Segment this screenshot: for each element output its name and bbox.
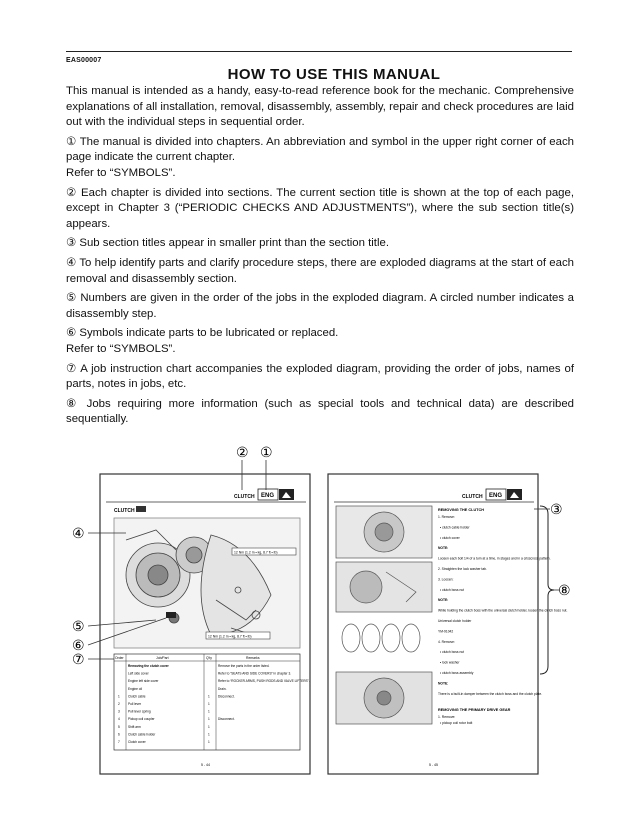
table-cell: Removing the clutch cover — [128, 664, 169, 668]
item-1-text: ① The manual is divided into chapters. An abbreviation and symbol in the upper right corner of each page indicate the current chapter. — [66, 135, 574, 164]
table-cell: Shift arm — [128, 724, 141, 729]
left-chapter-label: CLUTCH — [234, 494, 255, 500]
item-3: ③ Sub section titles appear in smaller print than the section title. — [66, 237, 389, 250]
right-step-line: 1. Remove: — [438, 515, 455, 519]
right-step-line: • clutch cable holder — [440, 525, 470, 530]
table-cell: 7 — [118, 740, 120, 744]
table-cell: Drain. — [218, 686, 227, 691]
table-head-remarks: Remarks — [246, 656, 260, 660]
table-cell: Pickup coil coupler — [128, 717, 155, 722]
engine-icon — [136, 506, 146, 512]
table-cell: 1 — [208, 709, 210, 714]
table-cell: Clutch cable — [128, 694, 146, 699]
table-cell: 1 — [208, 702, 210, 706]
right-step-line: • clutch boss nut — [440, 650, 465, 655]
callout-8: ⑧ — [558, 582, 571, 598]
replace-part-symbol — [166, 612, 176, 618]
item-5: ⑤ Numbers are given in the order of the jobs in the exploded diagram. A circled number indicates a disassembly step. — [66, 292, 574, 320]
right-step-line: 4. Remove: — [438, 639, 455, 644]
table-cell: Refer to “ROCKER ARMS, PUSH RODS AND VALVE LIFTERS”. — [218, 679, 310, 684]
table-cell: 1 — [208, 732, 210, 737]
header-rule — [66, 51, 572, 52]
callout-1: ① — [260, 444, 273, 460]
table-cell: 2 — [118, 702, 120, 706]
right-chapter-label: CLUTCH — [462, 494, 483, 500]
callout-6: ⑥ — [72, 637, 85, 653]
right-step-line: NOTE: — [438, 546, 449, 551]
right-step-line: YM-91042 — [438, 629, 454, 634]
steps-bracket — [540, 506, 554, 674]
table-cell: Remove the parts in the order listed. — [218, 664, 270, 668]
intro-paragraph: This manual is intended as a handy, easy-to-read reference book for the mechanic. Comprehensive explanations of all installation, removal, disassembly, assembly, repair and check procedures are laid out with the individual steps in sequential order. — [66, 85, 574, 129]
right-section-2-step1: 1. Remove: — [438, 715, 456, 719]
right-section-2-step2: • pickup coil rotor bolt — [440, 721, 473, 725]
table-cell: Pull lever spring — [128, 709, 151, 714]
callout-2: ② — [236, 444, 249, 460]
table-cell: Engine oil — [128, 686, 142, 691]
right-step-line: 2. Straighten the lock washer tab. — [438, 567, 487, 571]
right-step-line: • clutch cover — [440, 535, 460, 540]
item-1 — [66, 135, 574, 182]
right-step-line: 3. Loosen: — [438, 577, 454, 582]
example-pages-illustration — [66, 440, 574, 780]
item-4: ④ To help identify parts and clarify procedure steps, there are exploded diagrams at the start of each removal and disassembly section. — [66, 256, 574, 285]
table-cell: Clutch cable holder — [128, 732, 156, 737]
exploded-diagram — [114, 518, 300, 648]
callout-4: ④ — [72, 525, 85, 541]
item-6-text: ⑥ Symbols indicate parts to be lubricated or replaced. — [66, 327, 339, 340]
table-cell: Disconnect. — [218, 717, 235, 722]
table-cell: 1 — [208, 724, 210, 729]
right-step-line: • clutch boss nut — [440, 587, 465, 592]
table-cell: Clutch cover — [128, 740, 146, 744]
right-step-line: NOTE: — [438, 598, 449, 603]
left-eng-badge: ENG — [261, 493, 275, 499]
table-head-job: Job/Part — [156, 656, 169, 660]
item-2: ② Each chapter is divided into sections. The current section title is shown at the top of each page, except in Chapter 3 (“PERIODIC CHECKS AND ADJUSTMENTS”), where the sub section title(s) appears. — [66, 186, 574, 230]
callout-3: ③ — [550, 501, 563, 517]
section-code: EAS00007 — [66, 57, 102, 64]
table-cell: 6 — [118, 732, 120, 737]
right-step-line: While holding the clutch boss with the universal clutch holder, loosen the clutch boss nut. — [438, 608, 568, 613]
table-head-order: Order — [115, 656, 124, 660]
table-cell: Disconnect. — [218, 694, 235, 699]
torque-spec-1: 12 Nm (1.2 m • kg, 8.7 ft • lb) — [234, 550, 278, 555]
right-step-line: • lock washer — [440, 660, 460, 665]
table-cell: 4 — [118, 717, 120, 722]
table-cell: Refer to “SEATS AND SIDE COVERS” in chapter 3. — [218, 671, 292, 676]
callout-5: ⑤ — [72, 618, 85, 634]
table-cell: 5 — [118, 724, 120, 729]
right-step-line: • clutch boss assembly — [440, 671, 474, 675]
left-example-page — [100, 474, 310, 774]
item-7: ⑦ A job instruction chart accompanies the exploded diagram, providing the order of jobs, names of parts, notes in jobs, etc. — [66, 362, 574, 391]
table-cell: Pull lever — [128, 702, 142, 706]
item-8: ⑧ Jobs requiring more information (such as special tools and technical data) are described sequentially. — [66, 397, 574, 426]
right-section-1-title: REMOVING THE CLUTCH — [438, 508, 484, 512]
table-cell: 1 — [208, 717, 210, 722]
table-cell: 3 — [118, 709, 120, 714]
right-example-page — [328, 474, 567, 774]
table-cell: 1 — [208, 694, 210, 699]
right-step-line: NOTE: — [438, 681, 449, 686]
job-instruction-table — [114, 654, 310, 750]
right-step-line: Universal clutch holder — [438, 619, 472, 623]
item-1-ref: Refer to “SYMBOLS”. — [66, 166, 176, 179]
item-6 — [66, 326, 574, 357]
right-step-line: Loosen each bolt 1/4 of a turn at a time, in stages and in a crisscross pattern. — [438, 556, 551, 561]
right-section-2-title: REMOVING THE PRIMARY DRIVE GEAR — [438, 708, 511, 712]
torque-spec-2: 12 Nm (1.2 m • kg, 8.7 ft • lb) — [208, 634, 252, 639]
item-6-ref: Refer to “SYMBOLS”. — [66, 342, 176, 355]
table-cell: 1 — [208, 740, 210, 744]
table-cell: Engine left side cover — [128, 679, 159, 684]
table-cell: Left side cover — [128, 671, 149, 676]
table-head-qty: Q'ty — [206, 656, 212, 660]
left-section-label: CLUTCH — [114, 508, 135, 514]
left-page-number: 5 - 44 — [201, 763, 210, 767]
table-cell: 1 — [118, 694, 120, 699]
page-title: HOW TO USE THIS MANUAL — [227, 66, 441, 83]
right-eng-badge: ENG — [489, 493, 503, 499]
right-page-number: 5 - 45 — [429, 763, 438, 767]
right-step-line: There is a built-in damper between the clutch boss and the clutch plate. — [438, 691, 543, 696]
example-pages-figure — [66, 440, 574, 780]
body-text — [66, 84, 574, 432]
callout-7: ⑦ — [72, 651, 85, 667]
